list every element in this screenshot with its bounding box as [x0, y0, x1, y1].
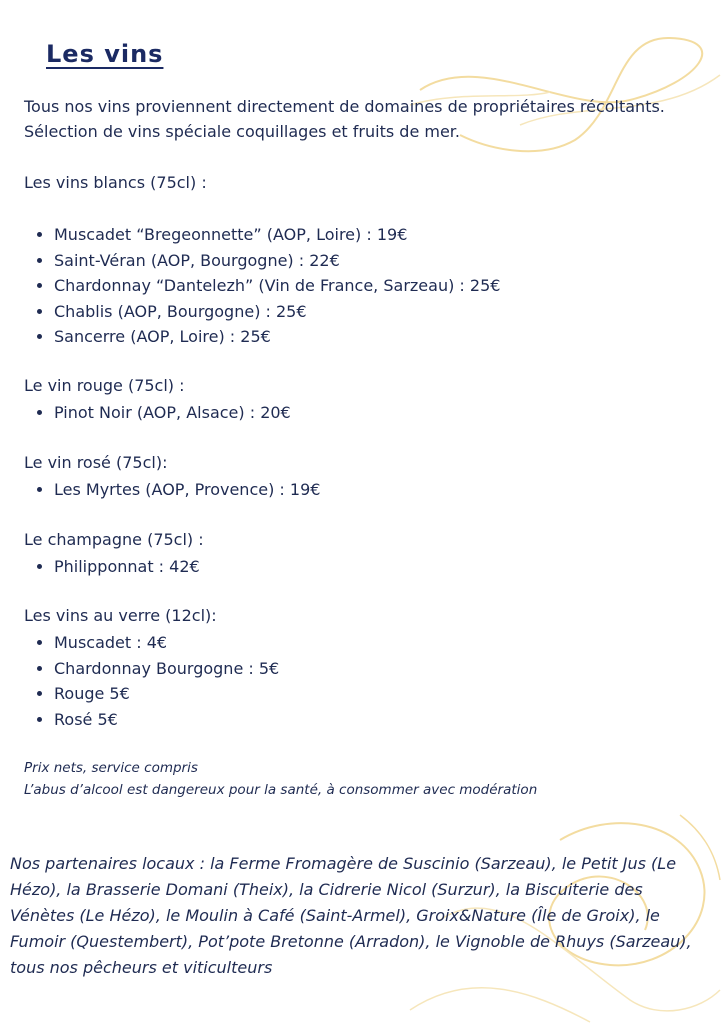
wine-item: • Rouge 5€ [54, 681, 279, 707]
wine-item: • Les Myrtes (AOP, Provence) : 19€ [54, 477, 320, 503]
wine-item: • Philipponnat : 42€ [54, 554, 200, 580]
intro-text [24, 94, 665, 144]
wine-list-blancs [24, 222, 500, 350]
wine-list-rouge [24, 400, 291, 426]
section-heading-rose: Le vin rosé (75cl): [24, 453, 168, 472]
prices-note: Prix nets, service compris [24, 760, 198, 776]
section-heading-blancs: Les vins blancs (75cl) : [24, 173, 207, 192]
section-heading-verre: Les vins au verre (12cl): [24, 606, 217, 625]
section-heading-champagne: Le champagne (75cl) : [24, 530, 204, 549]
wine-item: • Saint-Véran (AOP, Bourgogne) : 22€ [54, 248, 500, 274]
alcohol-warning: L’abus d’alcool est dangereux pour la santé, à consommer avec modération [24, 782, 538, 798]
wine-item: • Muscadet : 4€ [54, 630, 279, 656]
wine-item: • Pinot Noir (AOP, Alsace) : 20€ [54, 400, 291, 426]
wine-item: • Chardonnay “Dantelezh” (Vin de France, Sarzeau) : 25€ [54, 273, 500, 299]
legal-notes [24, 757, 537, 801]
intro-line: Sélection de vins spéciale coquillages et fruits de mer. [24, 122, 460, 141]
local-partners: Nos partenaires locaux : la Ferme Fromagère de Suscinio (Sarzeau), le Petit Jus (Le Hézo), la Brasserie Domani (Theix), la Cidrerie Nicol (Surzur), la Biscuiterie des Vénètes (Le Hézo), le Moulin à Café (Saint-Armel), Groix&Nature (Île de Groix), le Fumoir (Questembert), Pot’pote Bretonne (Arradon), le Vignoble de Rhuys (Sarzeau), tous nos pêcheurs et viticulteurs [10, 854, 692, 977]
wine-list-rose [24, 477, 320, 503]
wine-item: • Rosé 5€ [54, 707, 279, 733]
wine-item: • Chablis (AOP, Bourgogne) : 25€ [54, 299, 500, 325]
wine-item: • Chardonnay Bourgogne : 5€ [54, 656, 279, 682]
wine-list-verre [24, 630, 279, 732]
section-heading-rouge: Le vin rouge (75cl) : [24, 376, 185, 395]
wine-item: • Muscadet “Bregeonnette” (AOP, Loire) : 19€ [54, 222, 500, 248]
page-title: Les vins [46, 40, 164, 68]
wine-list-champagne [24, 554, 200, 580]
wine-item: • Sancerre (AOP, Loire) : 25€ [54, 324, 500, 350]
intro-line: Tous nos vins proviennent directement de domaines de propriétaires récoltants. [24, 97, 665, 116]
